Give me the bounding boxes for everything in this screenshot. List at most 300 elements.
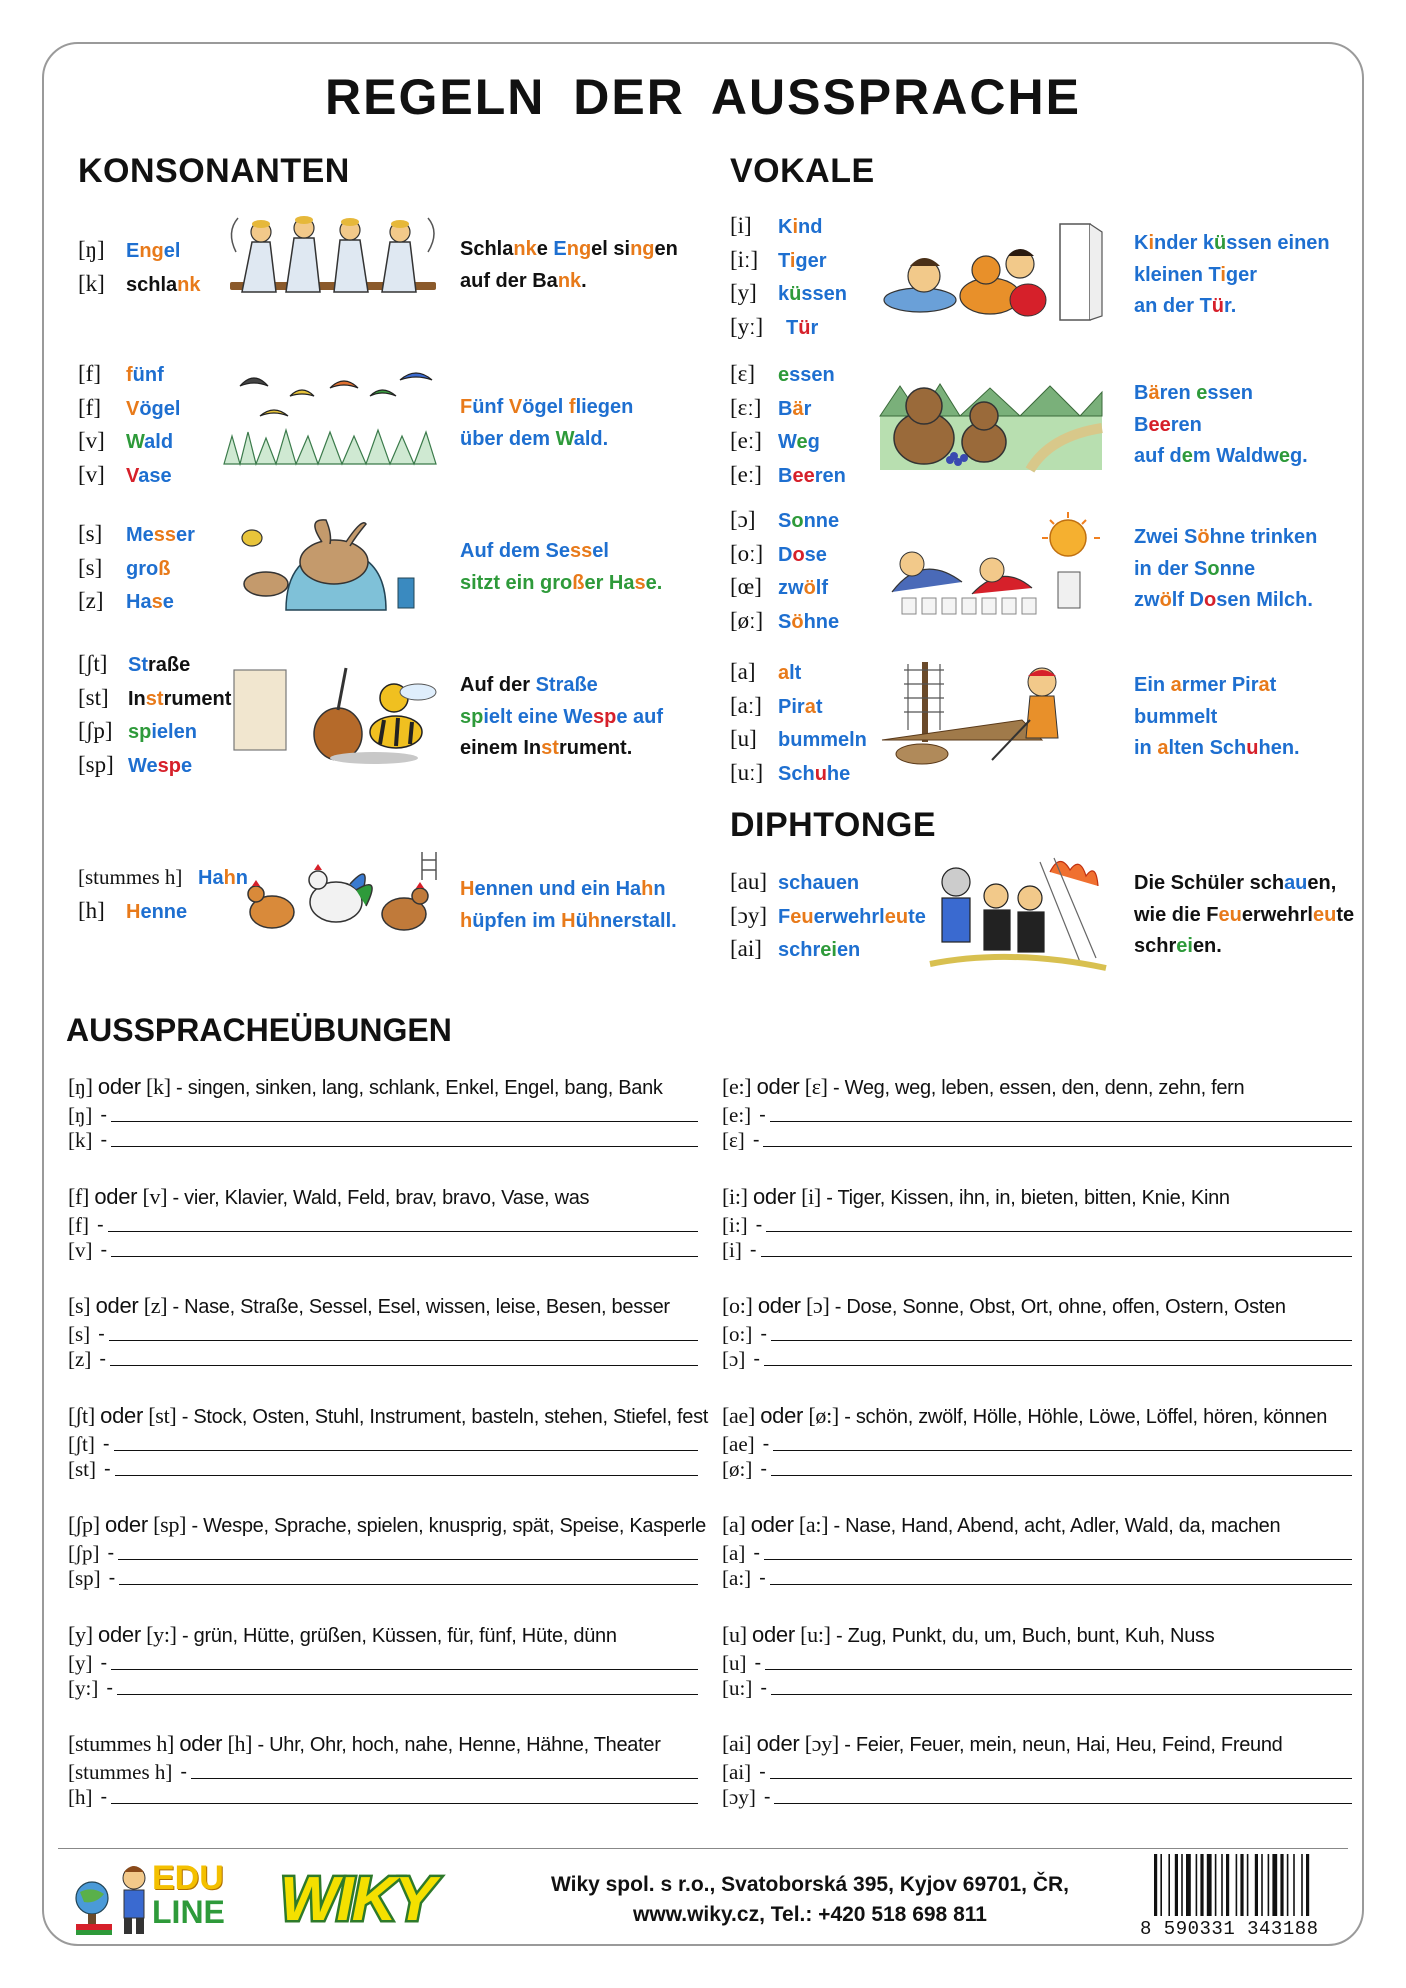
exercise-block [722, 1622, 1352, 1699]
v4-word-list: [a] alt [aː] Pirat [u] bummeln [uː] Schuhe [730, 656, 867, 790]
answer-line[interactable] [722, 1564, 1352, 1589]
ipa-symbol: [i] [730, 213, 752, 238]
ipa-b: [ɔ] [805, 1293, 830, 1318]
k1-word-list [78, 234, 201, 301]
page-title: REGELN DER AUSSPRACHE [325, 69, 1081, 125]
barcode-bar [1168, 1854, 1170, 1916]
answer-blank[interactable] [111, 1121, 698, 1122]
v3-word-list: [ɔ] Sonne [oː] Dose [œ] zwölf [øː] Söhne [730, 504, 839, 638]
exercise-block [722, 1074, 1352, 1151]
answer-label: [u] [722, 1650, 747, 1675]
answer-label: [ŋ] [68, 1103, 93, 1127]
ipa-b: [u:] [800, 1621, 831, 1647]
dash: - [172, 1186, 179, 1209]
answer-line[interactable] [722, 1674, 1352, 1699]
barcode-bar [1306, 1854, 1309, 1916]
answer-label: [h] [68, 1785, 93, 1809]
answer-blank[interactable] [111, 1146, 698, 1147]
dash: - [100, 1104, 108, 1126]
ipa-symbol: [stummes h] [78, 865, 183, 889]
dash: - [99, 1348, 106, 1370]
ipa-symbol: [eː] [730, 461, 762, 487]
dash: - [834, 1296, 842, 1318]
exercise-block [68, 1293, 698, 1370]
exercise-words: singen, sinken, lang, schlank, Enkel, Engel, bang, Bank [187, 1077, 663, 1099]
barcode-bar [1215, 1854, 1217, 1916]
ipa-b: [st] [148, 1402, 177, 1428]
barcode-bar [1272, 1854, 1277, 1916]
exercise-words: Uhr, Ohr, hoch, nahe, Henne, Hähne, Theater [269, 1734, 661, 1756]
answer-line[interactable] [722, 1236, 1352, 1261]
dash: - [257, 1734, 264, 1756]
edu-logo-text: EDU [152, 1859, 224, 1897]
oder-label: oder [94, 1183, 138, 1209]
answer-line[interactable] [722, 1455, 1352, 1480]
pirate-on-ship-illustration [882, 660, 1102, 766]
answer-label: [ɛ] [722, 1128, 745, 1152]
v3-sentence: Zwei Söhne trinken in der Sonne zwölf Dosen Milch. [1134, 526, 1318, 611]
ipa-symbol: [ɛː] [730, 394, 762, 420]
ipa-b: [ɔy] [804, 1731, 839, 1756]
exercise-words: Tiger, Kissen, ihn, in, bieten, bitten, Knie, Kinn [837, 1186, 1230, 1209]
line-logo-text: LINE [152, 1894, 225, 1930]
dash: - [181, 1624, 189, 1647]
oder-label: oder [98, 1621, 141, 1647]
answer-line[interactable] [722, 1101, 1352, 1126]
barcode-bar [1280, 1854, 1283, 1916]
dash: - [96, 1213, 104, 1236]
ipa-a: [ŋ] [68, 1074, 93, 1099]
answer-line[interactable] [68, 1455, 698, 1480]
ipa-b: [i] [801, 1183, 821, 1209]
dash: - [835, 1624, 843, 1647]
answer-line[interactable] [722, 1649, 1352, 1674]
barcode-bar [1287, 1854, 1289, 1916]
ipa-a: [u] [722, 1621, 747, 1647]
dash: - [752, 1129, 760, 1151]
oder-label: oder [750, 1512, 794, 1537]
answer-line[interactable] [68, 1211, 698, 1236]
oder-label: oder [100, 1402, 144, 1428]
exercise-block [68, 1184, 698, 1261]
answer-blank[interactable] [110, 1365, 698, 1366]
exercise-heading [68, 1184, 698, 1211]
publisher-contact: www.wiky.cz, Tel.: +420 518 698 811 [633, 1903, 987, 1926]
answer-label: [ɔy] [722, 1785, 756, 1809]
answer-label: [ɔ] [722, 1347, 746, 1371]
barcode-number: 8 590331 343188 [1140, 1918, 1319, 1940]
ipa-a: [i:] [722, 1183, 748, 1209]
ipa-symbol: [s] [78, 554, 103, 580]
section-diphtonge: DIPHTONGE [730, 806, 937, 844]
answer-blank[interactable] [770, 1584, 1352, 1585]
exercise-heading [68, 1731, 698, 1758]
answer-blank[interactable] [115, 1475, 698, 1476]
dash: - [753, 1348, 760, 1370]
ipa-symbol: [iː] [730, 246, 759, 272]
answer-blank[interactable] [761, 1256, 1353, 1257]
answer-label: [s] [68, 1322, 91, 1346]
ipa-symbol: [ɔy] [730, 902, 768, 928]
word-engel: Engel [126, 240, 181, 262]
answer-blank[interactable] [111, 1669, 698, 1670]
dash: - [191, 1515, 198, 1537]
d1-sentence: Die Schüler schauen, wie die Feuerwehrleute schreien. [1134, 872, 1355, 957]
answer-blank[interactable] [111, 1256, 698, 1257]
ipa-a: [ae] [722, 1402, 755, 1428]
dash: - [760, 1457, 767, 1480]
ipa-symbol: [ai] [730, 936, 762, 961]
dash: - [107, 1542, 115, 1564]
wasp-playing-bass-illustration [228, 662, 446, 766]
answer-line[interactable] [722, 1320, 1352, 1345]
barcode-bar [1200, 1854, 1203, 1916]
answer-blank[interactable] [771, 1694, 1352, 1695]
answer-line[interactable] [68, 1430, 698, 1455]
publisher-info [510, 1870, 1110, 1930]
ipa-symbol: [z] [78, 588, 104, 613]
answer-line[interactable] [68, 1564, 698, 1589]
exercise-words: grün, Hütte, grüßen, Küssen, für, fünf, Hüte, dünn [193, 1624, 617, 1647]
v1-word-list: [i] Kind [iː] Tiger [y] küssen [yː] Tür [730, 210, 847, 344]
answer-blank[interactable] [773, 1450, 1352, 1451]
answer-blank[interactable] [766, 1231, 1352, 1232]
answer-blank[interactable] [114, 1450, 699, 1451]
answer-label: [u:] [722, 1675, 753, 1700]
answer-blank[interactable] [765, 1669, 1352, 1670]
barcode-bar [1268, 1854, 1270, 1916]
bears-eating-berries-illustration [880, 366, 1102, 472]
answer-blank[interactable] [119, 1584, 698, 1585]
barcode-bar [1255, 1854, 1258, 1916]
exercise-block [722, 1512, 1352, 1589]
hens-and-rooster-illustration [232, 850, 444, 950]
dash: - [754, 1651, 762, 1674]
answer-line[interactable] [68, 1345, 698, 1370]
dash: - [172, 1296, 179, 1318]
exercise-heading [68, 1512, 706, 1539]
barcode-bar [1207, 1854, 1212, 1916]
exercise-heading [68, 1074, 698, 1101]
exercise-block [722, 1403, 1352, 1480]
answer-label: [st] [68, 1456, 96, 1481]
answer-label: [v] [68, 1237, 93, 1262]
v2-sentence: Bären essen Beeren auf dem Waldweg. [1134, 382, 1308, 467]
exercise-words: schön, zwölf, Hölle, Höhle, Löwe, Löffel, hören, können [855, 1405, 1328, 1428]
answer-line[interactable] [722, 1783, 1352, 1808]
exercise-heading [68, 1622, 698, 1649]
answer-line[interactable] [722, 1126, 1352, 1151]
exercise-heading [722, 1731, 1352, 1758]
ipa-symbol: [a] [730, 659, 756, 684]
answer-label: [i] [722, 1237, 742, 1262]
answer-label: [y] [68, 1650, 93, 1675]
answer-line[interactable] [68, 1649, 698, 1674]
exercise-heading [722, 1403, 1352, 1430]
exercise-block [68, 1402, 709, 1481]
ipa-symbol: [h] [78, 897, 105, 923]
answer-blank[interactable] [117, 1694, 698, 1695]
dash: - [760, 1676, 767, 1699]
barcode-bar [1293, 1854, 1295, 1916]
k3-word-list: [s] Messer [s] groß [z] Hase [78, 518, 195, 619]
ipa-b: [ɛ] [804, 1074, 828, 1099]
exercise-block [722, 1293, 1352, 1370]
children-and-tiger-illustration [880, 220, 1102, 324]
ipa-a: [ai] [722, 1731, 752, 1756]
ipa-symbol: [ŋ] [78, 237, 105, 262]
word-schlank: schlank [126, 273, 201, 296]
ipa-b: [a:] [798, 1512, 829, 1537]
angels-singing-illustration [222, 212, 446, 312]
answer-line[interactable] [68, 1236, 698, 1261]
hare-in-armchair-illustration [226, 514, 446, 616]
answer-label: [a:] [722, 1566, 752, 1590]
barcode-bar [1186, 1854, 1191, 1916]
sons-sunbathing-illustration [882, 512, 1104, 616]
dash: - [826, 1186, 833, 1209]
answer-line[interactable] [68, 1101, 698, 1126]
answer-blank[interactable] [774, 1803, 1352, 1804]
barcode-bar [1181, 1854, 1183, 1916]
firefighters-illustration [930, 852, 1106, 976]
ipa-a: [f] [68, 1183, 90, 1209]
answer-label: [f] [68, 1212, 89, 1237]
dash: - [753, 1542, 760, 1564]
ipa-symbol: [ʃp] [78, 718, 113, 743]
exercise-block [68, 1731, 698, 1808]
barcode-bar [1154, 1854, 1157, 1916]
ipa-symbol: [øː] [730, 607, 764, 633]
answer-label: [y:] [68, 1675, 99, 1700]
exercise-words: vier, Klavier, Wald, Feld, brav, bravo, Vase, was [184, 1186, 590, 1209]
barcode-bar [1196, 1854, 1198, 1916]
k1-sentence: Schlanke Engel singen auf der Bank. [460, 238, 678, 292]
dash: - [100, 1651, 108, 1674]
answer-blank[interactable] [109, 1340, 698, 1341]
dash: - [108, 1567, 116, 1589]
dash: - [763, 1786, 771, 1808]
answer-line[interactable] [722, 1211, 1352, 1236]
svg-text:WIKY: WIKY [280, 1865, 434, 1934]
answer-label: [e:] [722, 1103, 752, 1127]
exercise-block [722, 1731, 1352, 1808]
answer-blank[interactable] [108, 1231, 698, 1232]
exercise-heading [722, 1074, 1352, 1101]
ipa-symbol: [s] [78, 521, 103, 546]
answer-blank[interactable] [763, 1146, 1352, 1147]
ipa-b: [v] [142, 1183, 168, 1209]
ipa-symbol: [œ] [730, 574, 762, 599]
answer-label: [ø:] [722, 1456, 753, 1481]
oder-label: oder [179, 1731, 223, 1756]
ipa-b: [y:] [146, 1621, 177, 1647]
dash: - [759, 1567, 766, 1589]
barcode-bar [1247, 1854, 1249, 1916]
ipa-symbol: [au] [730, 869, 768, 894]
ipa-a: [e:] [722, 1074, 752, 1099]
dash: - [100, 1129, 108, 1151]
dash: - [832, 1077, 840, 1099]
d1-word-list: [au] schauen [ɔy] Feuerwehrleute [ai] schreien [730, 866, 926, 967]
answer-blank[interactable] [191, 1778, 698, 1779]
oder-label: oder [95, 1293, 139, 1318]
exercise-heading [722, 1184, 1352, 1211]
oder-label: oder [105, 1512, 148, 1537]
barcode-bar [1301, 1854, 1303, 1916]
k4-sentence: Auf der Straße spielt eine Wespe auf einem Instrument. [460, 674, 664, 759]
barcode-bar [1175, 1854, 1178, 1916]
dash: - [180, 1761, 188, 1783]
dash: - [104, 1457, 111, 1480]
answer-line[interactable] [68, 1126, 698, 1151]
oder-label: oder [752, 1183, 796, 1209]
ipa-a: [a] [722, 1512, 746, 1537]
ipa-symbol: [st] [78, 684, 109, 710]
ipa-symbol: [k] [78, 270, 105, 296]
exercise-words: Nase, Straße, Sessel, Esel, wissen, leise, Besen, besser [184, 1296, 670, 1318]
dash: - [844, 1405, 851, 1428]
section-konsonanten: KONSONANTEN [78, 152, 350, 190]
ipa-a: [y] [68, 1621, 93, 1647]
ipa-symbol: [f] [78, 394, 101, 420]
ipa-symbol: [oː] [730, 540, 764, 566]
answer-label: [z] [68, 1347, 92, 1371]
ipa-symbol: [ɛ] [730, 361, 755, 386]
oder-label: oder [97, 1074, 141, 1099]
ipa-symbol: [ɔ] [730, 507, 756, 532]
dash: - [100, 1786, 108, 1808]
dash: - [749, 1238, 757, 1261]
ipa-symbol: [uː] [730, 759, 764, 785]
answer-blank[interactable] [118, 1559, 698, 1560]
oder-label: oder [756, 1074, 800, 1099]
answer-label: [stummes h] [68, 1760, 173, 1784]
answer-label: [ai] [722, 1760, 752, 1784]
answer-line[interactable] [722, 1539, 1352, 1564]
barcode-bar [1160, 1854, 1162, 1916]
ipa-a: [ʃt] [68, 1402, 95, 1428]
k2-sentence: Fünf Vögel fliegen über dem Wald. [460, 396, 634, 450]
oder-label: oder [757, 1293, 801, 1318]
exercise-block [68, 1512, 706, 1590]
ipa-symbol: [v] [78, 428, 105, 453]
exercise-words: Wespe, Sprache, spielen, knusprig, spät, Speise, Kasperle [203, 1515, 706, 1537]
ipa-symbol: [f] [78, 361, 101, 386]
exercise-heading [722, 1512, 1352, 1539]
dash: - [759, 1104, 766, 1126]
exercise-words: Stock, Osten, Stuhl, Instrument, basteln, stehen, Stiefel, fest [193, 1405, 709, 1428]
answer-line[interactable] [68, 1758, 698, 1783]
barcode-bar [1221, 1854, 1223, 1916]
answer-blank[interactable] [770, 1778, 1352, 1779]
exercise-block [68, 1622, 698, 1699]
wiky-logo [276, 1862, 488, 1934]
section-uebungen: AUSSPRACHEÜBUNGEN [66, 1012, 452, 1048]
oder-label: oder [752, 1621, 795, 1647]
answer-line[interactable] [68, 1539, 698, 1564]
answer-blank[interactable] [770, 1121, 1352, 1122]
dash: - [759, 1761, 766, 1783]
exercise-heading [722, 1293, 1352, 1320]
dash: - [755, 1213, 763, 1236]
edu-line-mascot-icon [70, 1858, 160, 1936]
exercise-heading [68, 1293, 698, 1320]
footer-divider [58, 1848, 1348, 1849]
dash: - [100, 1238, 108, 1261]
answer-label: [sp] [68, 1566, 101, 1590]
answer-label: [i:] [722, 1212, 748, 1237]
ipa-symbol: [u] [730, 726, 757, 751]
barcode-bar [1236, 1854, 1238, 1916]
answer-blank[interactable] [771, 1340, 1352, 1341]
ipa-symbol: [aː] [730, 692, 762, 718]
answer-line[interactable] [68, 1320, 698, 1345]
dash: - [98, 1323, 105, 1345]
dash: - [762, 1432, 770, 1455]
ipa-a: [stummes h] [68, 1731, 175, 1756]
ipa-symbol: [v] [78, 461, 105, 487]
answer-line[interactable] [722, 1758, 1352, 1783]
oder-label: oder [760, 1402, 804, 1428]
exercise-words: Zug, Punkt, du, um, Buch, bunt, Kuh, Nuss [847, 1624, 1215, 1647]
ipa-b: [ø:] [808, 1402, 839, 1428]
publisher-address: Wiky spol. s r.o., Svatoborská 395, Kyjov 69701, ČR, [550, 1873, 1070, 1896]
birds-over-forest-illustration [220, 366, 440, 471]
ipa-b: [h] [227, 1731, 253, 1756]
ipa-symbol: [y] [730, 280, 757, 305]
answer-label: [a] [722, 1541, 746, 1565]
answer-line[interactable] [722, 1430, 1352, 1455]
ipa-a: [ʃp] [68, 1512, 100, 1537]
ipa-symbol: [yː] [730, 313, 764, 339]
answer-blank[interactable] [764, 1559, 1352, 1560]
answer-label: [ʃp] [68, 1541, 100, 1565]
answer-blank[interactable] [111, 1803, 698, 1804]
answer-line[interactable] [68, 1674, 698, 1699]
oder-label: oder [756, 1731, 800, 1756]
dash: - [106, 1676, 113, 1699]
ipa-b: [k] [146, 1074, 171, 1099]
exercise-words: Nase, Hand, Abend, acht, Adler, Wald, da, machen [845, 1515, 1281, 1537]
dash: - [844, 1734, 851, 1756]
answer-blank[interactable] [771, 1475, 1352, 1476]
ipa-symbol: [ʃt] [78, 651, 108, 676]
dash: - [181, 1405, 189, 1428]
exercise-words: Feier, Feuer, mein, neun, Hai, Heu, Feind, Freund [855, 1734, 1283, 1756]
answer-label: [ʃt] [68, 1431, 95, 1456]
dash: - [760, 1323, 767, 1345]
exercise-heading [68, 1402, 709, 1430]
exercise-words: Weg, weg, leben, essen, den, denn, zehn, fern [844, 1077, 1245, 1099]
answer-blank[interactable] [764, 1365, 1352, 1366]
answer-line[interactable] [722, 1345, 1352, 1370]
ipa-symbol: [sp] [78, 751, 114, 777]
barcode-bar [1240, 1854, 1243, 1916]
barcode-bar [1261, 1854, 1263, 1916]
v4-sentence: Ein armer Pirat bummelt in alten Schuhen. [1134, 674, 1300, 759]
section-vokale: VOKALE [730, 152, 875, 190]
barcode-bar [1226, 1854, 1229, 1916]
exercise-heading [722, 1622, 1352, 1649]
dash: - [176, 1077, 183, 1099]
k3-sentence: Auf dem Sessel sitzt ein großer Hase. [460, 540, 663, 594]
answer-line[interactable] [68, 1783, 698, 1808]
ipa-a: [s] [68, 1293, 91, 1318]
ipa-b: [z] [143, 1293, 168, 1318]
k2-word-list: [f] fünf [f] Vögel [v] Wald [v] Vase [78, 358, 180, 492]
k4-word-list: [ʃt] Straße [st] Instrument [ʃp] spielen [sp] Wespe [78, 648, 231, 782]
